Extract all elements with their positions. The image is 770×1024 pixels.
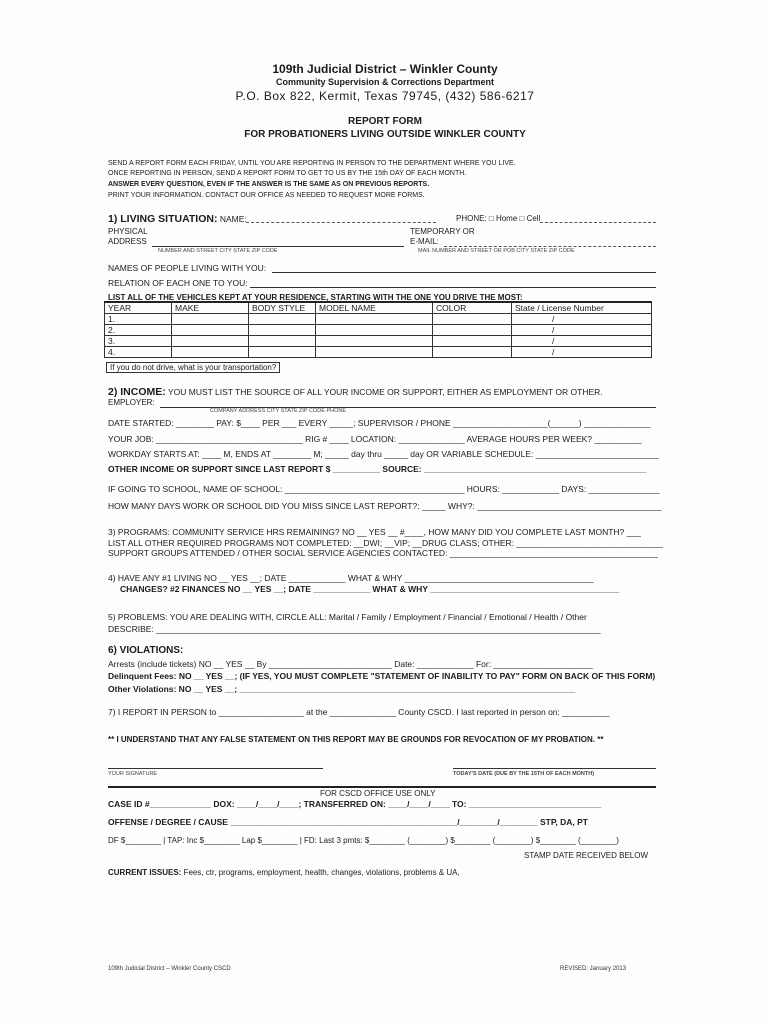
phone-field[interactable] xyxy=(540,222,656,223)
signature-label: YOUR SIGNATURE xyxy=(108,771,158,777)
table-row[interactable]: 4. / xyxy=(105,347,652,358)
department-name: Community Supervision & Corrections Department xyxy=(275,77,495,87)
other-violations-row[interactable]: Other Violations: NO __ YES __; _______________________________________________________________________ xyxy=(108,684,576,694)
living-situation-row xyxy=(108,213,247,225)
job-row[interactable]: YOUR JOB: _______________________________ RIG # ____ LOCATION: ______________ AVERAGE HOURS PER WEEK? __________ xyxy=(108,434,642,444)
instruction-4: PRINT YOUR INFORMATION. CONTACT OUR OFFICE AS NEEDED TO REQUEST MORE FORMS. xyxy=(108,192,425,199)
relation-field[interactable] xyxy=(250,287,656,288)
address-label: ADDRESS xyxy=(108,237,147,246)
other-income-row[interactable]: OTHER INCOME OR SUPPORT SINCE LAST REPORT $ __________ SOURCE: _______________________________________________ xyxy=(108,464,647,474)
name-label: NAME: xyxy=(219,214,247,224)
table-row[interactable]: 2. / xyxy=(105,325,652,336)
form-title: REPORT FORM xyxy=(348,116,422,127)
col-license: State / License Number xyxy=(512,302,652,314)
violations-heading: 6) VIOLATIONS: xyxy=(108,645,184,656)
instruction-2: ONCE REPORTING IN PERSON, SEND A REPORT FORM TO GET TO US BY THE 15th DAY OF EACH MONTH. xyxy=(108,170,467,177)
col-body-style: BODY STYLE xyxy=(249,302,316,314)
current-issues-text: Fees, ctr, programs, employment, health, changes, violations, problems & UA, xyxy=(183,868,460,877)
date-started-row[interactable]: DATE STARTED: ________ PAY: $____ PER ___ EVERY _____; SUPERVISOR / PHONE ____________________(______) ______________ xyxy=(108,418,651,428)
table-row[interactable]: 3. / xyxy=(105,336,652,347)
income-row xyxy=(108,386,603,398)
office-use-heading: FOR CSCD OFFICE USE ONLY xyxy=(320,789,436,798)
footer-right: REVISED: January 2013 xyxy=(560,966,627,972)
table-row[interactable]: 1. / xyxy=(105,314,652,325)
living-changes-row[interactable]: 4) HAVE ANY #1 LIVING NO __ YES __; DATE ____________ WHAT & WHY ________________________________________ xyxy=(108,573,594,583)
current-issues-row xyxy=(108,868,460,877)
workday-row[interactable]: WORKDAY STARTS AT: ____ M, ENDS AT ________ M; _____ day thru _____ day OR VARIABLE SCHEDULE: __________________________ xyxy=(108,449,659,459)
form-subtitle: FOR PROBATIONERS LIVING OUTSIDE WINKLER COUNTY xyxy=(244,129,526,140)
office-address: P.O. Box 822, Kermit, Texas 79745, (432) 586-6217 xyxy=(235,89,535,103)
living-heading: 1) LIVING SITUATION: xyxy=(108,213,218,225)
describe-row[interactable]: DESCRIBE: ______________________________________________________________________________________________ xyxy=(108,624,601,634)
col-model-name: MODEL NAME xyxy=(316,302,433,314)
instruction-3: ANSWER EVERY QUESTION, EVEN IF THE ANSWER IS THE SAME AS ON PREVIOUS REPORTS. xyxy=(108,181,430,188)
required-programs-row[interactable]: LIST ALL OTHER REQUIRED PROGRAMS NOT COMPLETED: __DWI; __VIP; __DRUG CLASS; OTHER: _______________________________ xyxy=(108,538,663,548)
stamp-label: STAMP DATE RECEIVED BELOW xyxy=(524,851,649,860)
income-intro: YOU MUST LIST THE SOURCE OF ALL YOUR INCOME OR SUPPORT, EITHER AS EMPLOYMENT OR OTHER. xyxy=(167,387,603,397)
vehicles-header-row xyxy=(105,302,652,314)
office-divider xyxy=(108,786,656,788)
support-groups-row[interactable]: SUPPORT GROUPS ATTENDED / OTHER SOCIAL SERVICE AGENCIES CONTACTED: ____________________________________________ xyxy=(108,548,658,558)
address-sublabel: NUMBER AND STREET CITY STATE ZIP CODE xyxy=(158,248,278,254)
arrests-row[interactable]: Arrests (include tickets) NO __ YES __ By __________________________ Date: ____________ For: _____________________ xyxy=(108,659,593,669)
name-field[interactable] xyxy=(246,222,436,223)
temporary-label: TEMPORARY OR xyxy=(410,227,475,236)
report-in-person-row[interactable]: 7) I REPORT IN PERSON to __________________ at the ______________ County CSCD. I last reported in person on: __________ xyxy=(108,707,610,717)
row-number: 2. xyxy=(105,325,172,336)
district-title: 109th Judicial District – Winkler County xyxy=(272,62,498,76)
problems-row[interactable]: 5) PROBLEMS: YOU ARE DEALING WITH, CIRCLE ALL: Marital / Family / Employment / Financial / Emotional / Health / Other xyxy=(108,612,587,622)
email-label: E-MAIL: xyxy=(410,237,439,246)
names-field[interactable] xyxy=(272,272,656,273)
phone-label: PHONE: □ Home □ Cell xyxy=(456,214,541,223)
missed-days-row[interactable]: HOW MANY DAYS WORK OR SCHOOL DID YOU MISS SINCE LAST REPORT?: _____ WHY?: _______________________________________ xyxy=(108,501,662,511)
mailing-sublabel: MAIL NUMBER AND STREET OR POB CITY STATE ZIP CODE xyxy=(418,248,575,254)
school-row[interactable]: IF GOING TO SCHOOL, NAME OF SCHOOL: ______________________________________ HOURS: ____________ DAYS: _______________ xyxy=(108,484,660,494)
physical-label: PHYSICAL xyxy=(108,227,148,236)
programs-row[interactable]: 3) PROGRAMS: COMMUNITY SERVICE HRS REMAINING? NO __ YES __ #____, HOW MANY DID YOU COMPLETE LAST MONTH? ___ xyxy=(108,527,641,537)
current-issues-label: CURRENT ISSUES: xyxy=(108,868,182,877)
row-number: 1. xyxy=(105,314,172,325)
employer-label: EMPLOYER: xyxy=(108,398,155,407)
names-label: NAMES OF PEOPLE LIVING WITH YOU: xyxy=(108,263,267,273)
footer-left: 109th Judicial District – Winkler County CSCD xyxy=(108,966,231,972)
transportation-question: If you do not drive, what is your transportation? xyxy=(106,362,280,373)
income-heading: 2) INCOME: xyxy=(108,386,166,398)
date-label: TODAY'S DATE (DUE BY THE 15TH OF EACH MONTH) xyxy=(453,771,595,777)
physical-address-field[interactable] xyxy=(152,246,404,247)
row-number: 4. xyxy=(105,347,172,358)
false-statement-warning: ** I UNDERSTAND THAT ANY FALSE STATEMENT ON THIS REPORT MAY BE GROUNDS FOR REVOCATION OF MY PROBATION. ** xyxy=(108,735,604,744)
employer-sublabel: COMPANY ADDRESS CITY STATE ZIP CODE PHONE xyxy=(210,408,346,414)
col-color: COLOR xyxy=(433,302,512,314)
vehicles-label: LIST ALL OF THE VEHICLES KEPT AT YOUR RESIDENCE, STARTING WITH THE ONE YOU DRIVE THE MOST: xyxy=(108,293,523,302)
mailing-address-field[interactable] xyxy=(444,246,656,247)
fees-row[interactable]: DF $________ | TAP: Inc $________ Lap $________ | FD: Last 3 pmts: $________ (________) $________ (________) $________ (________) xyxy=(108,836,619,845)
case-id-row[interactable]: CASE ID #_____________ DOX: ____/____/____; TRANSFERRED ON: ____/____/____ TO: ____________________________ xyxy=(108,799,602,809)
delinquent-fees-row[interactable]: Delinquent Fees: NO __ YES __; (IF YES, YOU MUST COMPLETE "STATEMENT OF INABILITY TO PAY" FORM ON BACK OF THIS FORM) xyxy=(108,671,656,681)
instruction-1: SEND A REPORT FORM EACH FRIDAY, UNTIL YOU ARE REPORTING IN PERSON TO THE DEPARTMENT WHERE YOU LIVE. xyxy=(108,160,516,167)
finance-changes-row[interactable]: CHANGES? #2 FINANCES NO __ YES __; DATE ____________ WHAT & WHY ________________________________________ xyxy=(120,584,620,594)
offense-row[interactable]: OFFENSE / DEGREE / CAUSE ________________________________________________/________/________ STP, DA, PT xyxy=(108,817,588,827)
relation-label: RELATION OF EACH ONE TO YOU: xyxy=(108,278,248,288)
date-field[interactable] xyxy=(453,768,656,769)
vehicles-table xyxy=(104,301,652,358)
row-number: 3. xyxy=(105,336,172,347)
col-year: YEAR xyxy=(105,302,172,314)
signature-field[interactable] xyxy=(108,768,323,769)
col-make: MAKE xyxy=(172,302,249,314)
